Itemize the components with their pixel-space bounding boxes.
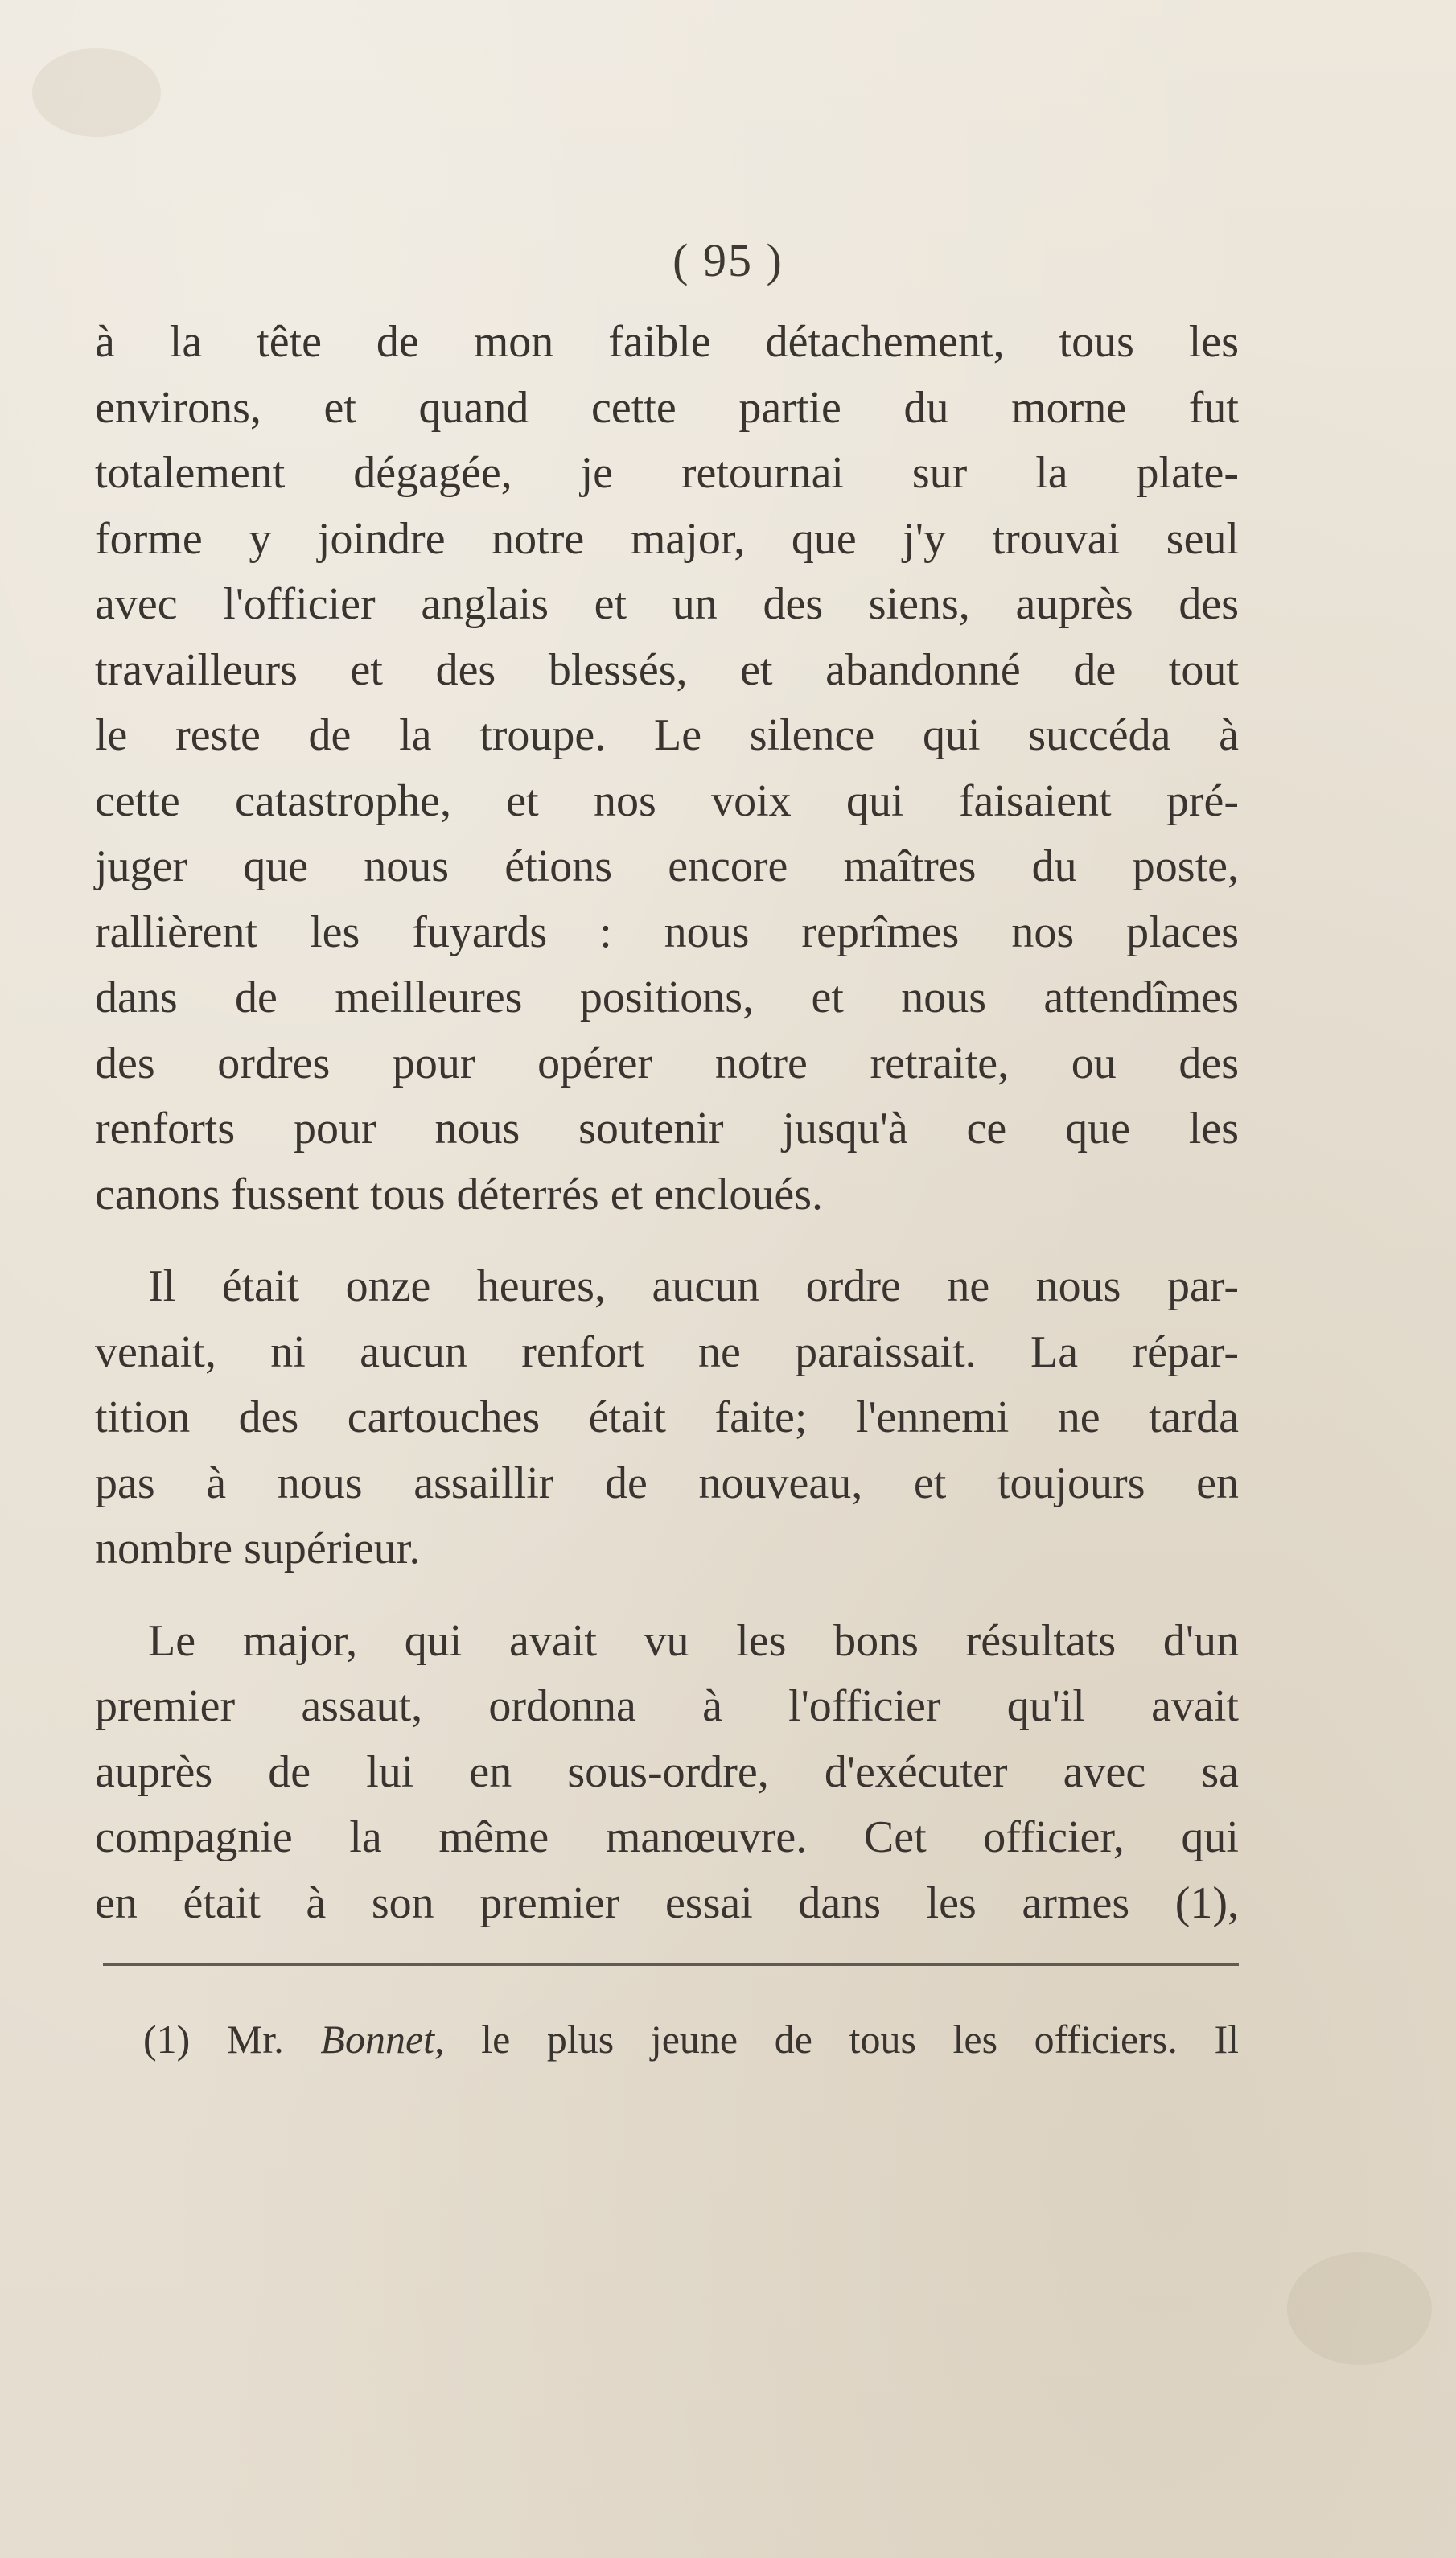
text-line: dans de meilleures positions, et nous attendîmes (95, 973, 1239, 1022)
text-line: nombre supérieur. (95, 1524, 421, 1573)
text-line: pas à nous assaillir de nouveau, et toujours en (95, 1458, 1239, 1508)
text-line: en était à son premier essai dans les armes (1), (95, 1877, 1239, 1928)
text-line: juger que nous étions encore maîtres du poste, (95, 841, 1239, 891)
text-line: avec l'officier anglais et un des siens, auprès des (95, 579, 1239, 629)
text-line: des ordres pour opérer notre retraite, ou des (95, 1038, 1239, 1088)
text-line: Le major, qui avait vu les bons résultats d'un (148, 1615, 1239, 1666)
text-line: Il était onze heures, aucun ordre ne nous par- (148, 1261, 1239, 1311)
text-line: premier assaut, ordonna à l'officier qu'il avait (95, 1681, 1239, 1731)
footnote-marker: (1) Mr. (143, 2017, 284, 2062)
footnote-rule (103, 1963, 1239, 1966)
text-line: environs, et quand cette partie du morne fut (95, 382, 1239, 433)
body-text (95, 310, 1239, 1936)
footnote-name: Bonnet, (320, 2017, 445, 2062)
footnote-text: le plus jeune de tous les officiers. Il (481, 2017, 1240, 2062)
text-line: à la tête de mon faible détachement, tous les (95, 317, 1239, 367)
paragraph-gap (95, 1228, 1239, 1254)
footnote (143, 2013, 1239, 2066)
text-line: auprès de lui en sous-ordre, d'exécuter avec sa (95, 1746, 1239, 1797)
text-line: renforts pour nous soutenir jusqu'à ce que les (95, 1104, 1239, 1154)
text-line: venait, ni aucun renfort ne paraissait. La répar- (95, 1326, 1239, 1377)
paper-stain (32, 48, 161, 137)
text-line: cette catastrophe, et nos voix qui faisaient pré- (95, 775, 1239, 826)
page-number: ( 95 ) (672, 234, 784, 286)
paragraph-gap (95, 1582, 1239, 1609)
text-line: canons fussent tous déterrés et encloués. (95, 1169, 824, 1219)
text-line: le reste de la troupe. Le silence qui succéda à (95, 710, 1239, 760)
text-line: totalement dégagée, je retournai sur la plate- (95, 448, 1239, 498)
text-line: tition des cartouches était faite; l'ennemi ne tarda (95, 1392, 1239, 1442)
text-line: rallièrent les fuyards : nous reprîmes nos places (95, 907, 1239, 957)
text-line: travailleurs et des blessés, et abandonné de tout (95, 644, 1239, 695)
text-line: forme y joindre notre major, que j'y trouvai seul (95, 513, 1239, 564)
text-line: compagnie la même manœuvre. Cet officier, qui (95, 1812, 1239, 1862)
paper-stain (1287, 2252, 1432, 2365)
